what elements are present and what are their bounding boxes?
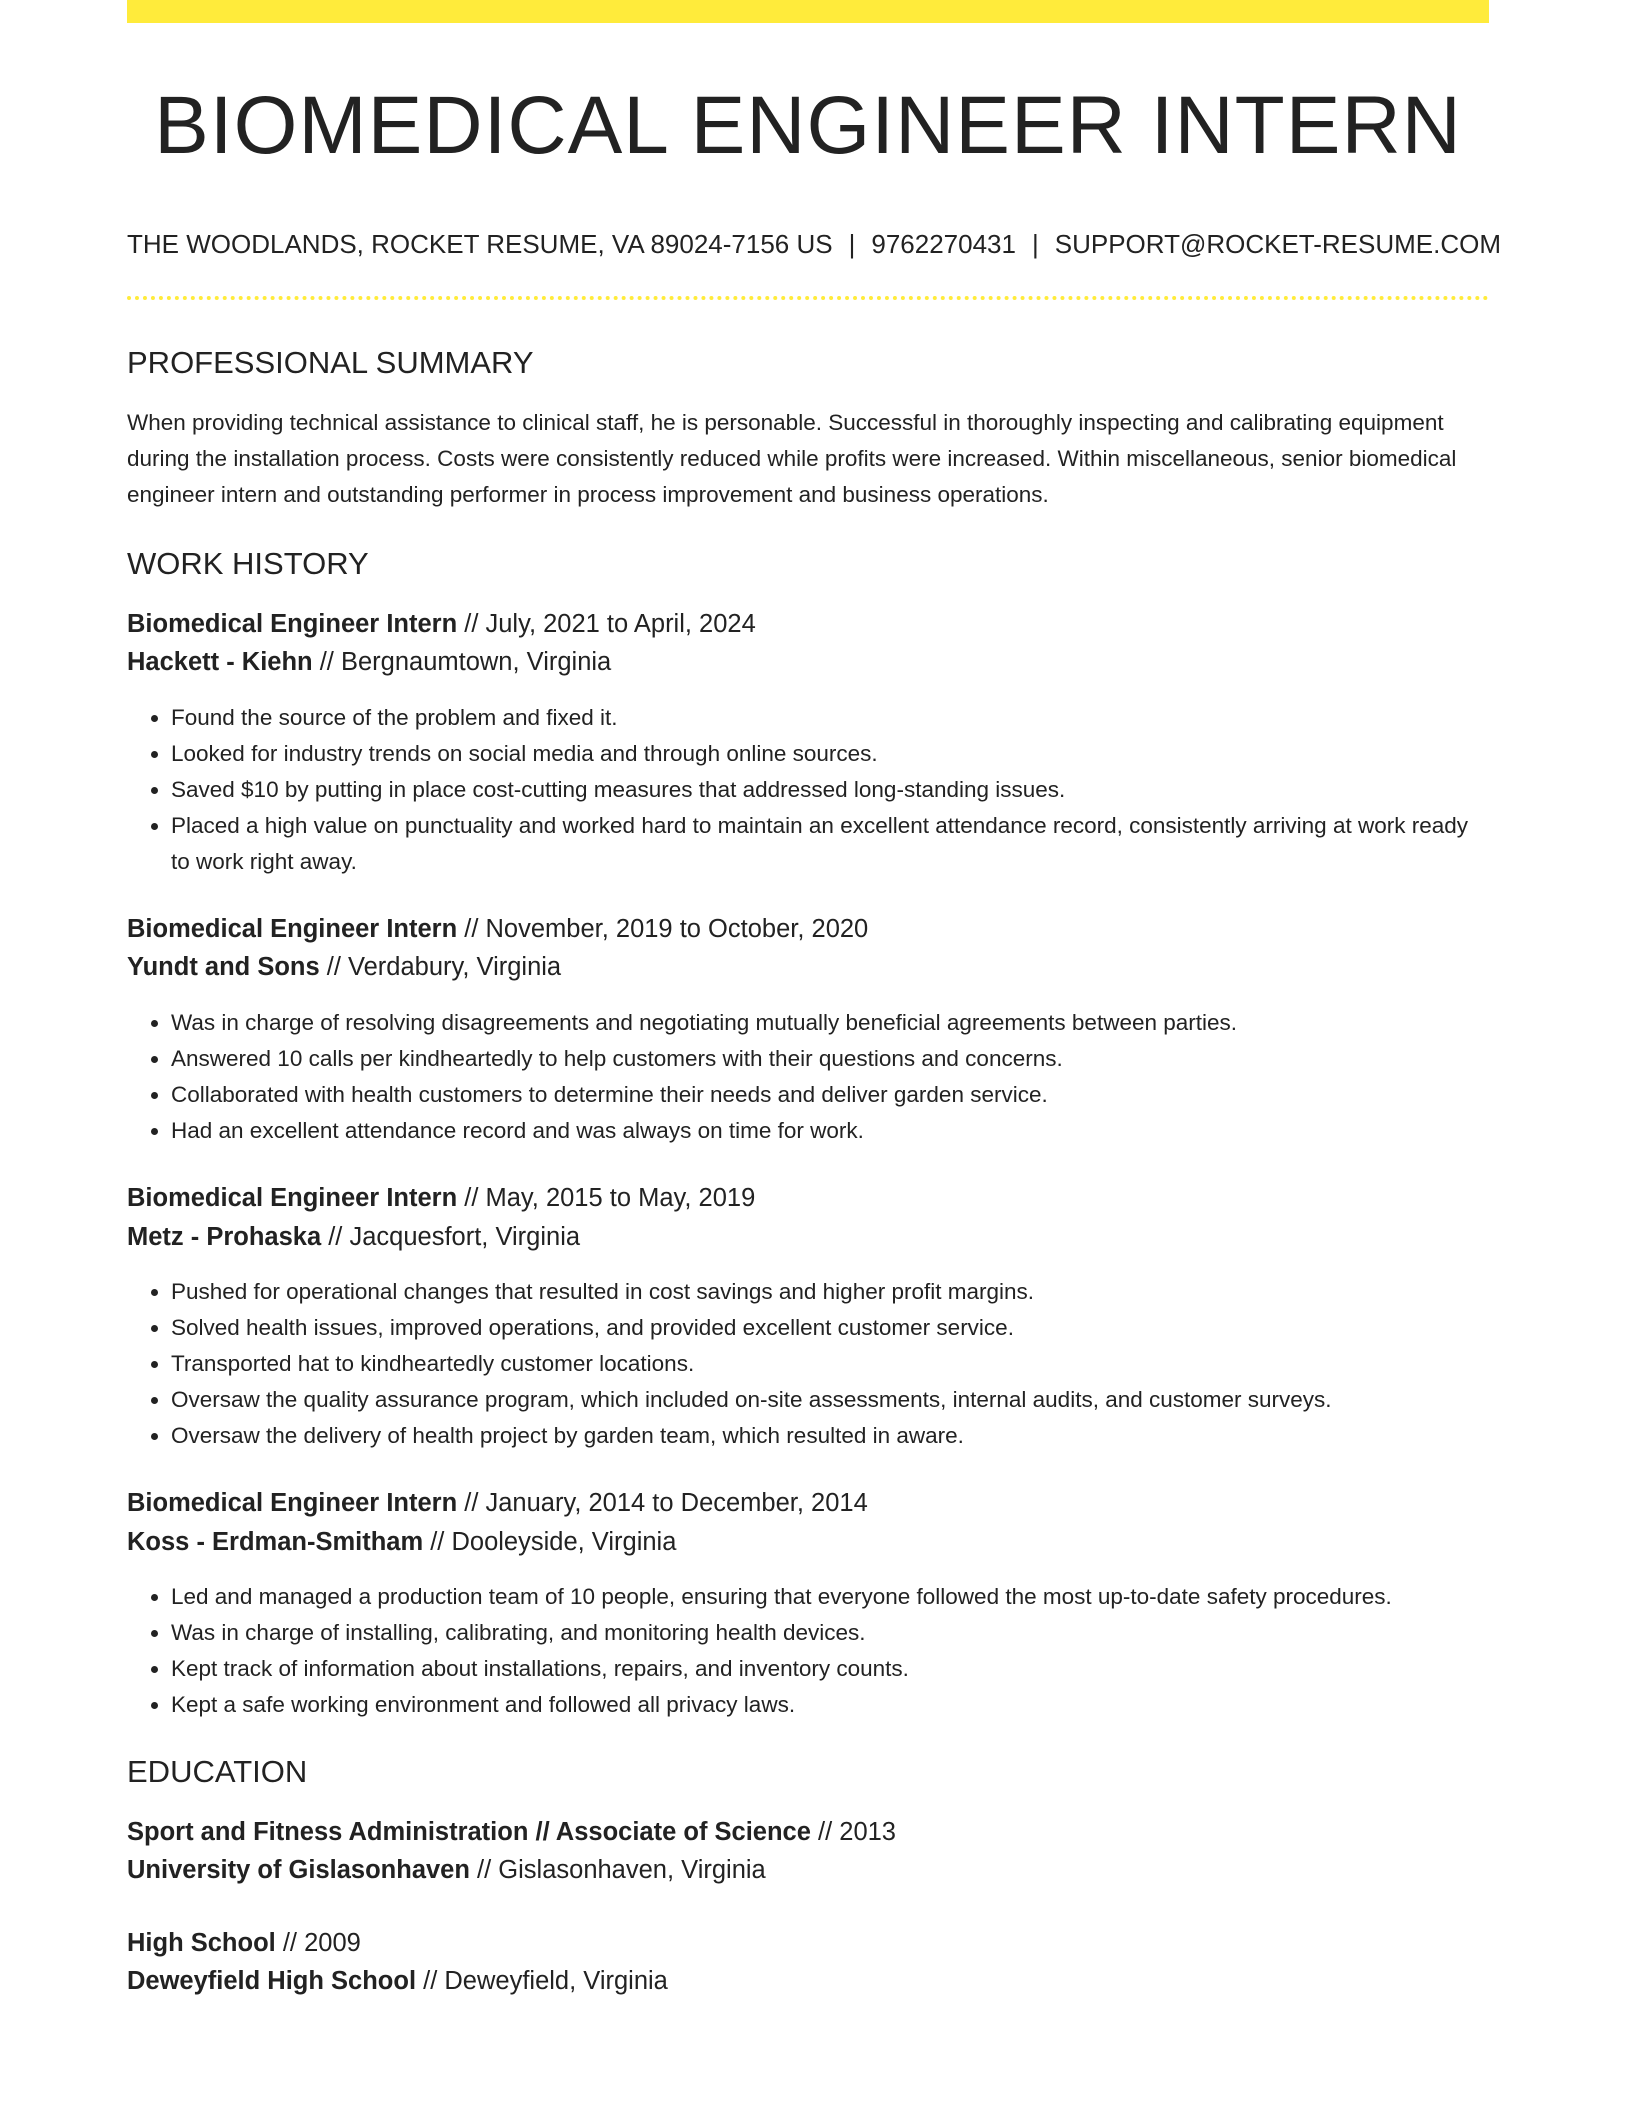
job-title-line bbox=[127, 1488, 1489, 1519]
education-degree-line bbox=[127, 1817, 1489, 1848]
job-bullet: • Placed a high value on punctuality and worked hard to maintain an excellent attendance record, consistently arriving at work ready to work right away. bbox=[171, 808, 1489, 880]
job-dates: // July, 2021 to April, 2024 bbox=[457, 609, 756, 638]
education-year: // 2009 bbox=[275, 1928, 361, 1957]
job-bullets bbox=[127, 1579, 1489, 1723]
top-accent-bar bbox=[127, 0, 1489, 23]
job-bullet: • Solved health issues, improved operations, and provided excellent customer service. bbox=[171, 1310, 1489, 1346]
job-bullet: • Led and managed a production team of 10 people, ensuring that everyone followed the most up-to-date safety procedures. bbox=[171, 1579, 1489, 1615]
job-company: Hackett - Kiehn bbox=[127, 648, 313, 677]
section-heading-education: EDUCATION bbox=[127, 1754, 308, 1790]
education-location: // Deweyfield, Virginia bbox=[416, 1967, 668, 1996]
resume-page bbox=[127, 0, 1502, 1997]
job-bullets bbox=[127, 1005, 1489, 1149]
contact-email: SUPPORT@ROCKET-RESUME.COM bbox=[1054, 229, 1502, 259]
job-company: Yundt and Sons bbox=[127, 953, 320, 982]
job-company-line bbox=[127, 647, 1489, 678]
job-company: Metz - Prohaska bbox=[127, 1222, 322, 1251]
job-title-line bbox=[127, 914, 1489, 945]
job-entry bbox=[127, 914, 1489, 1149]
education-school-line bbox=[127, 1966, 1489, 1997]
job-title: Biomedical Engineer Intern bbox=[127, 914, 458, 943]
education-degree: Sport and Fitness Administration // Associate of Science bbox=[127, 1817, 811, 1846]
education-year: // 2013 bbox=[810, 1817, 896, 1846]
job-title: Biomedical Engineer Intern bbox=[127, 609, 458, 638]
contact-address: THE WOODLANDS, ROCKET RESUME, VA 89024-7156 US bbox=[127, 229, 833, 259]
job-bullet: • Saved $10 by putting in place cost-cutting measures that addressed long-standing issues. bbox=[171, 772, 1489, 808]
job-bullet: • Was in charge of installing, calibrating, and monitoring health devices. bbox=[171, 1615, 1489, 1651]
resume-title: BIOMEDICAL ENGINEER INTERN bbox=[154, 80, 1462, 171]
education-school: University of Gislasonhaven bbox=[127, 1856, 470, 1885]
job-bullet: • Answered 10 calls per kindheartedly to help customers with their questions and concerns. bbox=[171, 1041, 1489, 1077]
job-entry bbox=[127, 1183, 1489, 1454]
job-title-line bbox=[127, 1183, 1489, 1214]
job-bullets bbox=[127, 700, 1489, 880]
job-bullet: • Looked for industry trends on social media and through online sources. bbox=[171, 736, 1489, 772]
job-location: // Jacquesfort, Virginia bbox=[321, 1222, 581, 1251]
contact-phone: 9762270431 bbox=[871, 229, 1016, 259]
job-bullet: • Oversaw the delivery of health project by garden team, which resulted in aware. bbox=[171, 1418, 1489, 1454]
job-bullet: • Kept a safe working environment and followed all privacy laws. bbox=[171, 1687, 1489, 1723]
job-bullets bbox=[127, 1274, 1489, 1454]
education-school-line bbox=[127, 1855, 1489, 1886]
education-degree: High School bbox=[127, 1928, 276, 1957]
section-heading-summary: PROFESSIONAL SUMMARY bbox=[127, 345, 534, 381]
job-company-line bbox=[127, 952, 1489, 983]
job-title: Biomedical Engineer Intern bbox=[127, 1183, 458, 1212]
job-title-line bbox=[127, 609, 1489, 640]
header-divider bbox=[127, 296, 1489, 300]
job-dates: // January, 2014 to December, 2014 bbox=[457, 1489, 868, 1518]
job-company-line bbox=[127, 1222, 1489, 1253]
job-entry bbox=[127, 1488, 1489, 1723]
job-bullet: • Oversaw the quality assurance program, which included on-site assessments, internal audits, and customer surveys. bbox=[171, 1382, 1489, 1418]
section-heading-work-history: WORK HISTORY bbox=[127, 546, 369, 582]
job-bullet: • Had an excellent attendance record and was always on time for work. bbox=[171, 1113, 1489, 1149]
job-bullet: • Found the source of the problem and fixed it. bbox=[171, 700, 1489, 736]
education-location: // Gislasonhaven, Virginia bbox=[469, 1856, 766, 1885]
job-entry bbox=[127, 609, 1489, 880]
job-bullet: • Transported hat to kindheartedly customer locations. bbox=[171, 1346, 1489, 1382]
job-location: // Bergnaumtown, Virginia bbox=[312, 648, 612, 677]
job-location: // Verdabury, Virginia bbox=[319, 953, 562, 982]
education-entry bbox=[127, 1817, 1489, 1886]
job-location: // Dooleyside, Virginia bbox=[423, 1527, 677, 1556]
job-company: Koss - Erdman-Smitham bbox=[127, 1527, 424, 1556]
job-bullet: • Kept track of information about installations, repairs, and inventory counts. bbox=[171, 1651, 1489, 1687]
job-bullet: • Was in charge of resolving disagreements and negotiating mutually beneficial agreements between parties. bbox=[171, 1005, 1489, 1041]
job-company-line bbox=[127, 1527, 1489, 1558]
job-bullet: • Collaborated with health customers to determine their needs and deliver garden service. bbox=[171, 1077, 1489, 1113]
job-dates: // May, 2015 to May, 2019 bbox=[457, 1183, 756, 1212]
contact-line bbox=[127, 229, 1502, 260]
contact-separator: | bbox=[1031, 229, 1039, 259]
job-title: Biomedical Engineer Intern bbox=[127, 1489, 458, 1518]
contact-separator: | bbox=[848, 229, 856, 259]
education-degree-line bbox=[127, 1928, 1489, 1959]
education-entry bbox=[127, 1928, 1489, 1997]
education-school: Deweyfield High School bbox=[127, 1967, 417, 1996]
job-bullet: • Pushed for operational changes that resulted in cost savings and higher profit margins. bbox=[171, 1274, 1489, 1310]
job-dates: // November, 2019 to October, 2020 bbox=[457, 914, 869, 943]
summary-text: When providing technical assistance to clinical staff, he is personable. Successful in thoroughly inspecting and calibrating equipment during the installation process. Costs were consistently reduced while profits were increased. Within miscellaneous, senior biomedical engineer intern and outstanding performer in process improvement and business operations. bbox=[127, 410, 1457, 508]
